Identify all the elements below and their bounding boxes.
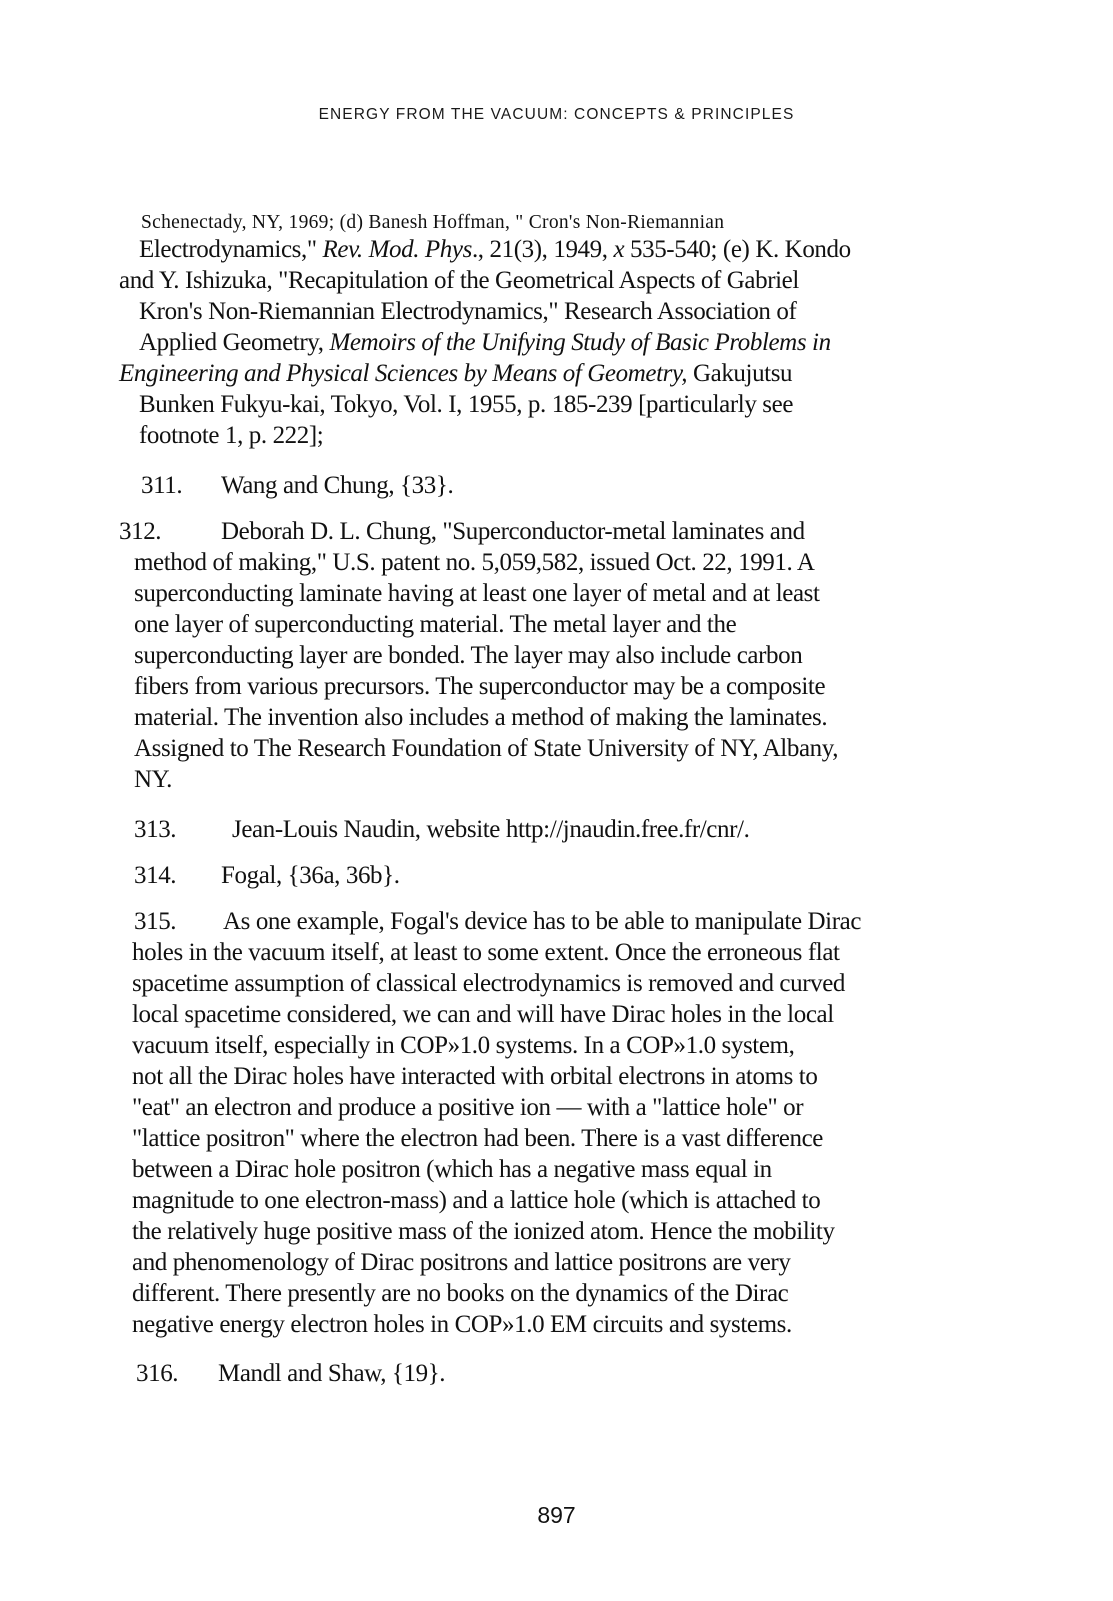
reference-number: 311. (141, 472, 183, 499)
text-line: Kron's Non-Riemannian Electrodynamics," Research Association of (139, 298, 797, 325)
text-line: Deborah D. L. Chung, "Superconductor-metal laminates and (221, 518, 805, 545)
reference-number: 314. (134, 862, 177, 889)
text-line: superconducting laminate having at least one layer of metal and at least (134, 580, 820, 607)
text-line: vacuum itself, especially in COP»1.0 systems. In a COP»1.0 system, (132, 1032, 795, 1059)
text-line: the relatively huge positive mass of the ionized atom. Hence the mobility (132, 1218, 835, 1245)
journal-title: Rev. Mod. Phys (322, 236, 472, 263)
text-line: and phenomenology of Dirac positrons and lattice positrons are very (132, 1249, 791, 1276)
reference-number: 313. (134, 816, 177, 843)
reference-number: 316. (136, 1360, 179, 1387)
reference-number: 312. (119, 518, 162, 545)
text-line: spacetime assumption of classical electrodynamics is removed and curved (132, 970, 846, 997)
text-line: one layer of superconducting material. The metal layer and the (134, 611, 737, 638)
text-line: Assigned to The Research Foundation of State University of NY, Albany, (134, 735, 839, 762)
reference-text: Jean-Louis Naudin, website http://jnaudin.free.fr/cnr/. (232, 816, 750, 843)
text-line: "lattice positron" where the electron had been. There is a vast difference (132, 1125, 823, 1152)
text-line: not all the Dirac holes have interacted with orbital electrons in atoms to (132, 1063, 818, 1090)
text-line: between a Dirac hole positron (which has a negative mass equal in (132, 1156, 772, 1183)
page-number: 897 (537, 1502, 576, 1528)
book-title: Memoirs of the Unifying Study of Basic Problems in (329, 329, 831, 356)
text-line: holes in the vacuum itself, at least to some extent. Once the erroneous flat (132, 939, 840, 966)
text-line: material. The invention also includes a method of making the laminates. (134, 704, 828, 731)
text-line: Applied Geometry, Memoirs of the Unifying Study of Basic Problems in (139, 329, 831, 356)
text-line: "eat" an electron and produce a positive ion — with a "lattice hole" or (132, 1094, 804, 1121)
text-line: local spacetime considered, we can and will have Dirac holes in the local (132, 1001, 834, 1028)
text-line: Engineering and Physical Sciences by Means of Geometry, Gakujutsu (119, 360, 793, 387)
text-line: Schenectady, NY, 1969; (d) Banesh Hoffman, " Cron's Non-Riemannian (141, 212, 725, 233)
reference-text: Mandl and Shaw, {19}. (218, 1360, 446, 1387)
text-line: As one example, Fogal's device has to be able to manipulate Dirac (223, 908, 862, 935)
text-line: Bunken Fukyu-kai, Tokyo, Vol. I, 1955, p. 185-239 [particularly see (139, 391, 794, 418)
text-line: method of making," U.S. patent no. 5,059,582, issued Oct. 22, 1991. A (134, 549, 815, 576)
text-line: fibers from various precursors. The superconductor may be a composite (134, 673, 826, 700)
text-line: NY. (134, 766, 172, 793)
text-line: different. There presently are no books on the dynamics of the Dirac (132, 1280, 789, 1307)
running-header: ENERGY FROM THE VACUUM: CONCEPTS & PRINCIPLES (318, 106, 795, 123)
text-line: superconducting layer are bonded. The layer may also include carbon (134, 642, 803, 669)
reference-text: Fogal, {36a, 36b}. (221, 862, 400, 889)
text-line: negative energy electron holes in COP»1.0 EM circuits and systems. (132, 1311, 792, 1338)
reference-number: 315. (134, 908, 177, 935)
reference-text: Wang and Chung, {33}. (221, 472, 454, 499)
book-title: Engineering and Physical Sciences by Means of Geometry, (119, 360, 688, 387)
text-line: Electrodynamics," Rev. Mod. Phys., 21(3), 1949, x 535-540; (e) K. Kondo (139, 236, 851, 263)
text-line: and Y. Ishizuka, "Recapitulation of the Geometrical Aspects of Gabriel (119, 267, 799, 294)
text-line: magnitude to one electron-mass) and a lattice hole (which is attached to (132, 1187, 821, 1214)
text-line: footnote 1, p. 222]; (139, 422, 324, 449)
